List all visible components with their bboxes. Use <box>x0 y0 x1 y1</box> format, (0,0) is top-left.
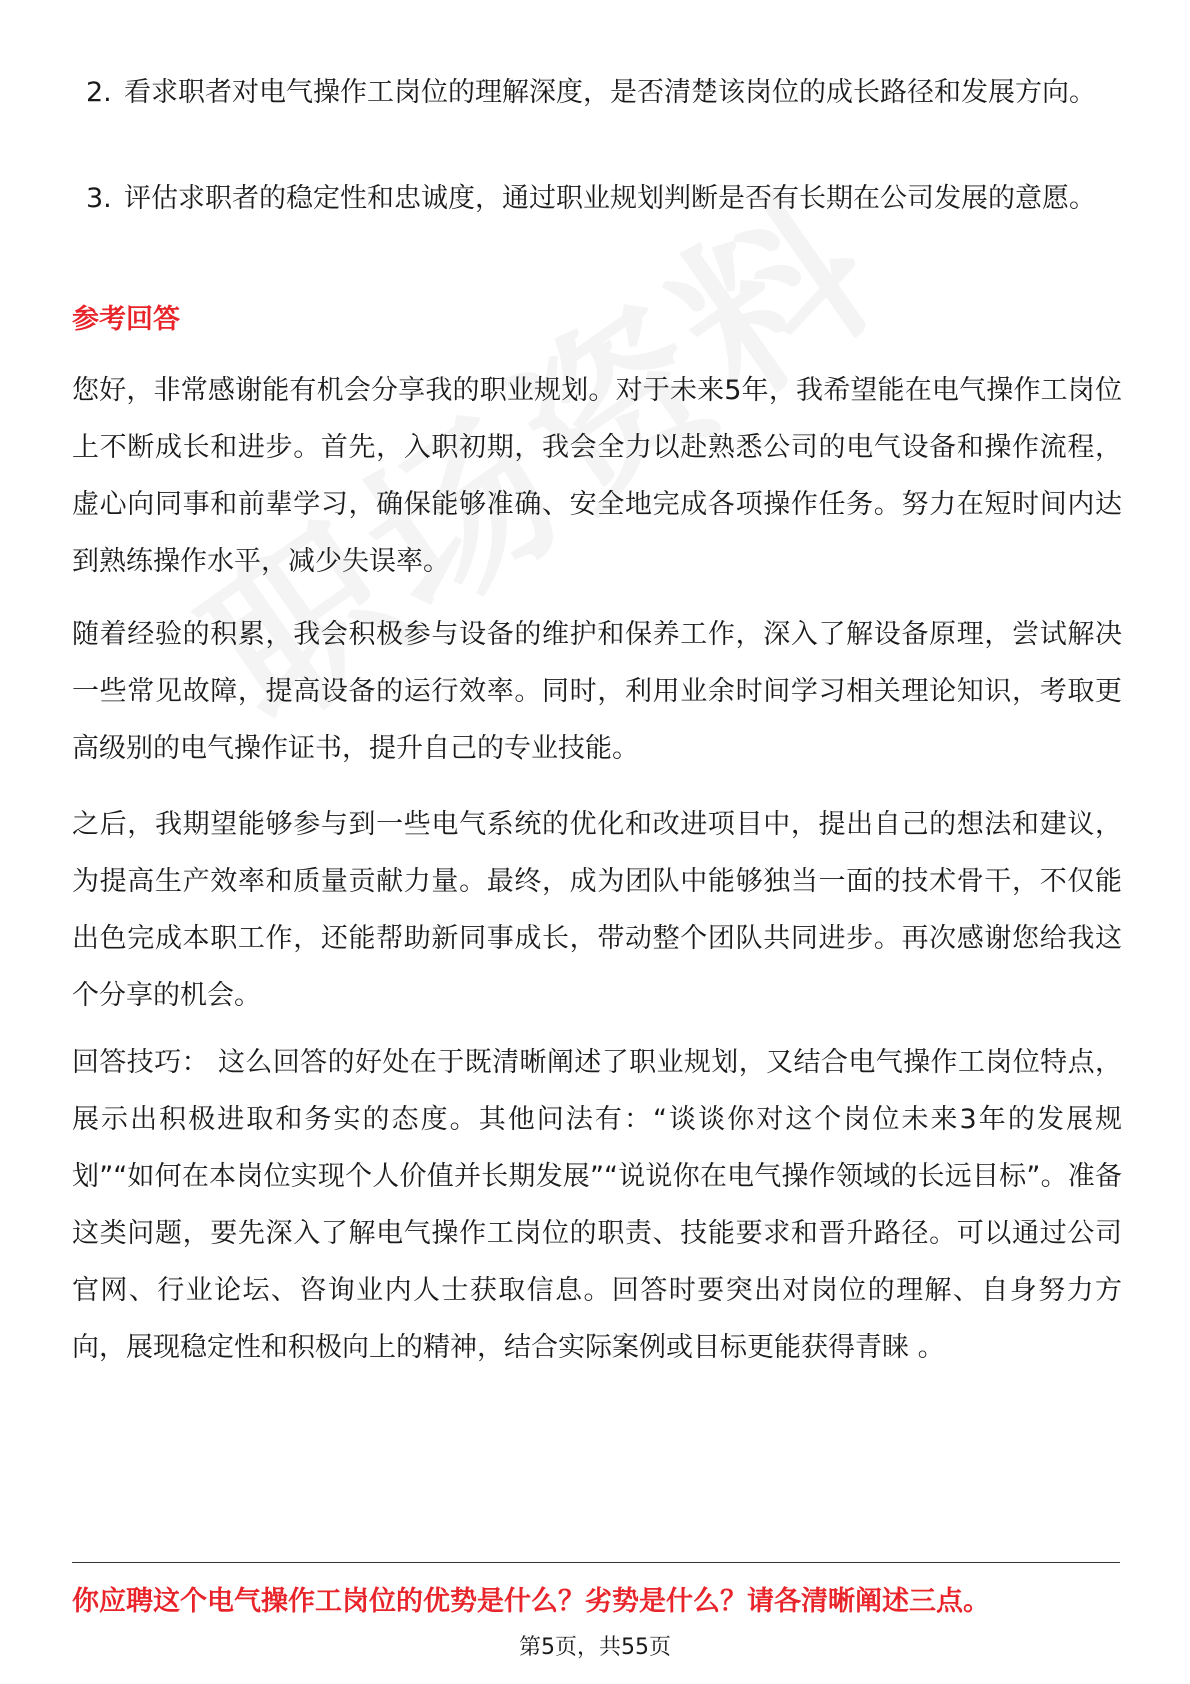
tips-paragraph: 回答技巧： 这么回答的好处在于既清晰阐述了职业规划，又结合电气操作工岗位特点，展示出积极进取和务实的态度。其他问法有：“谈谈你对这个岗位未来3年的发展规划”“如何在本岗位实现个人价值并长期发展”“说说你在电气操作领域的长远目标”。准备这类问题，要先深入了解电气操作工岗位的职责、技能要求和晋升路径。可以通过公司官网、行业论坛、咨询业内人士获取信息。回答时要突出对岗位的理解、自身努力方向，展现稳定性和积极向上的精神，结合实际案例或目标更能获得青睐 。 <box>72 1047 1122 1363</box>
answer-paragraph: 之后，我期望能够参与到一些电气系统的优化和改进项目中，提出自己的想法和建议，为提高生产效率和质量贡献力量。最终，成为团队中能够独当一面的技术骨干，不仅能出色完成本职工作，还能帮助新同事成长，带动整个团队共同进步。再次感谢您给我这个分享的机会。 <box>72 809 1122 1011</box>
divider <box>72 1562 1120 1563</box>
list-text: 评估求职者的稳定性和忠诚度，通过职业规划判断是否有长期在公司发展的意愿。 <box>124 183 1096 214</box>
answer-paragraph: 您好，非常感谢能有机会分享我的职业规划。对于未来5年，我希望能在电气操作工岗位上不断成长和进步。首先，入职初期，我会全力以赴熟悉公司的电气设备和操作流程，虚心向同事和前辈学习，确保能够准确、安全地完成各项操作任务。努力在短时间内达到熟练操作水平，减少失误率。 <box>72 375 1122 577</box>
answer-paragraph: 随着经验的积累，我会积极参与设备的维护和保养工作，深入了解设备原理，尝试解决一些常见故障，提高设备的运行效率。同时，利用业余时间学习相关理论知识，考取更高级别的电气操作证书，提升自己的专业技能。 <box>72 619 1122 764</box>
section-title: 参考回答 <box>72 304 180 335</box>
list-number: 3. <box>86 183 112 214</box>
page-number: 第5页，共55页 <box>519 1635 671 1660</box>
list-text: 看求职者对电气操作工岗位的理解深度，是否清楚该岗位的成长路径和发展方向。 <box>124 77 1096 108</box>
next-question-heading: 你应聘这个电气操作工岗位的优势是什么？劣势是什么？请各清晰阐述三点。 <box>72 1586 990 1617</box>
list-number: 2. <box>86 77 112 108</box>
